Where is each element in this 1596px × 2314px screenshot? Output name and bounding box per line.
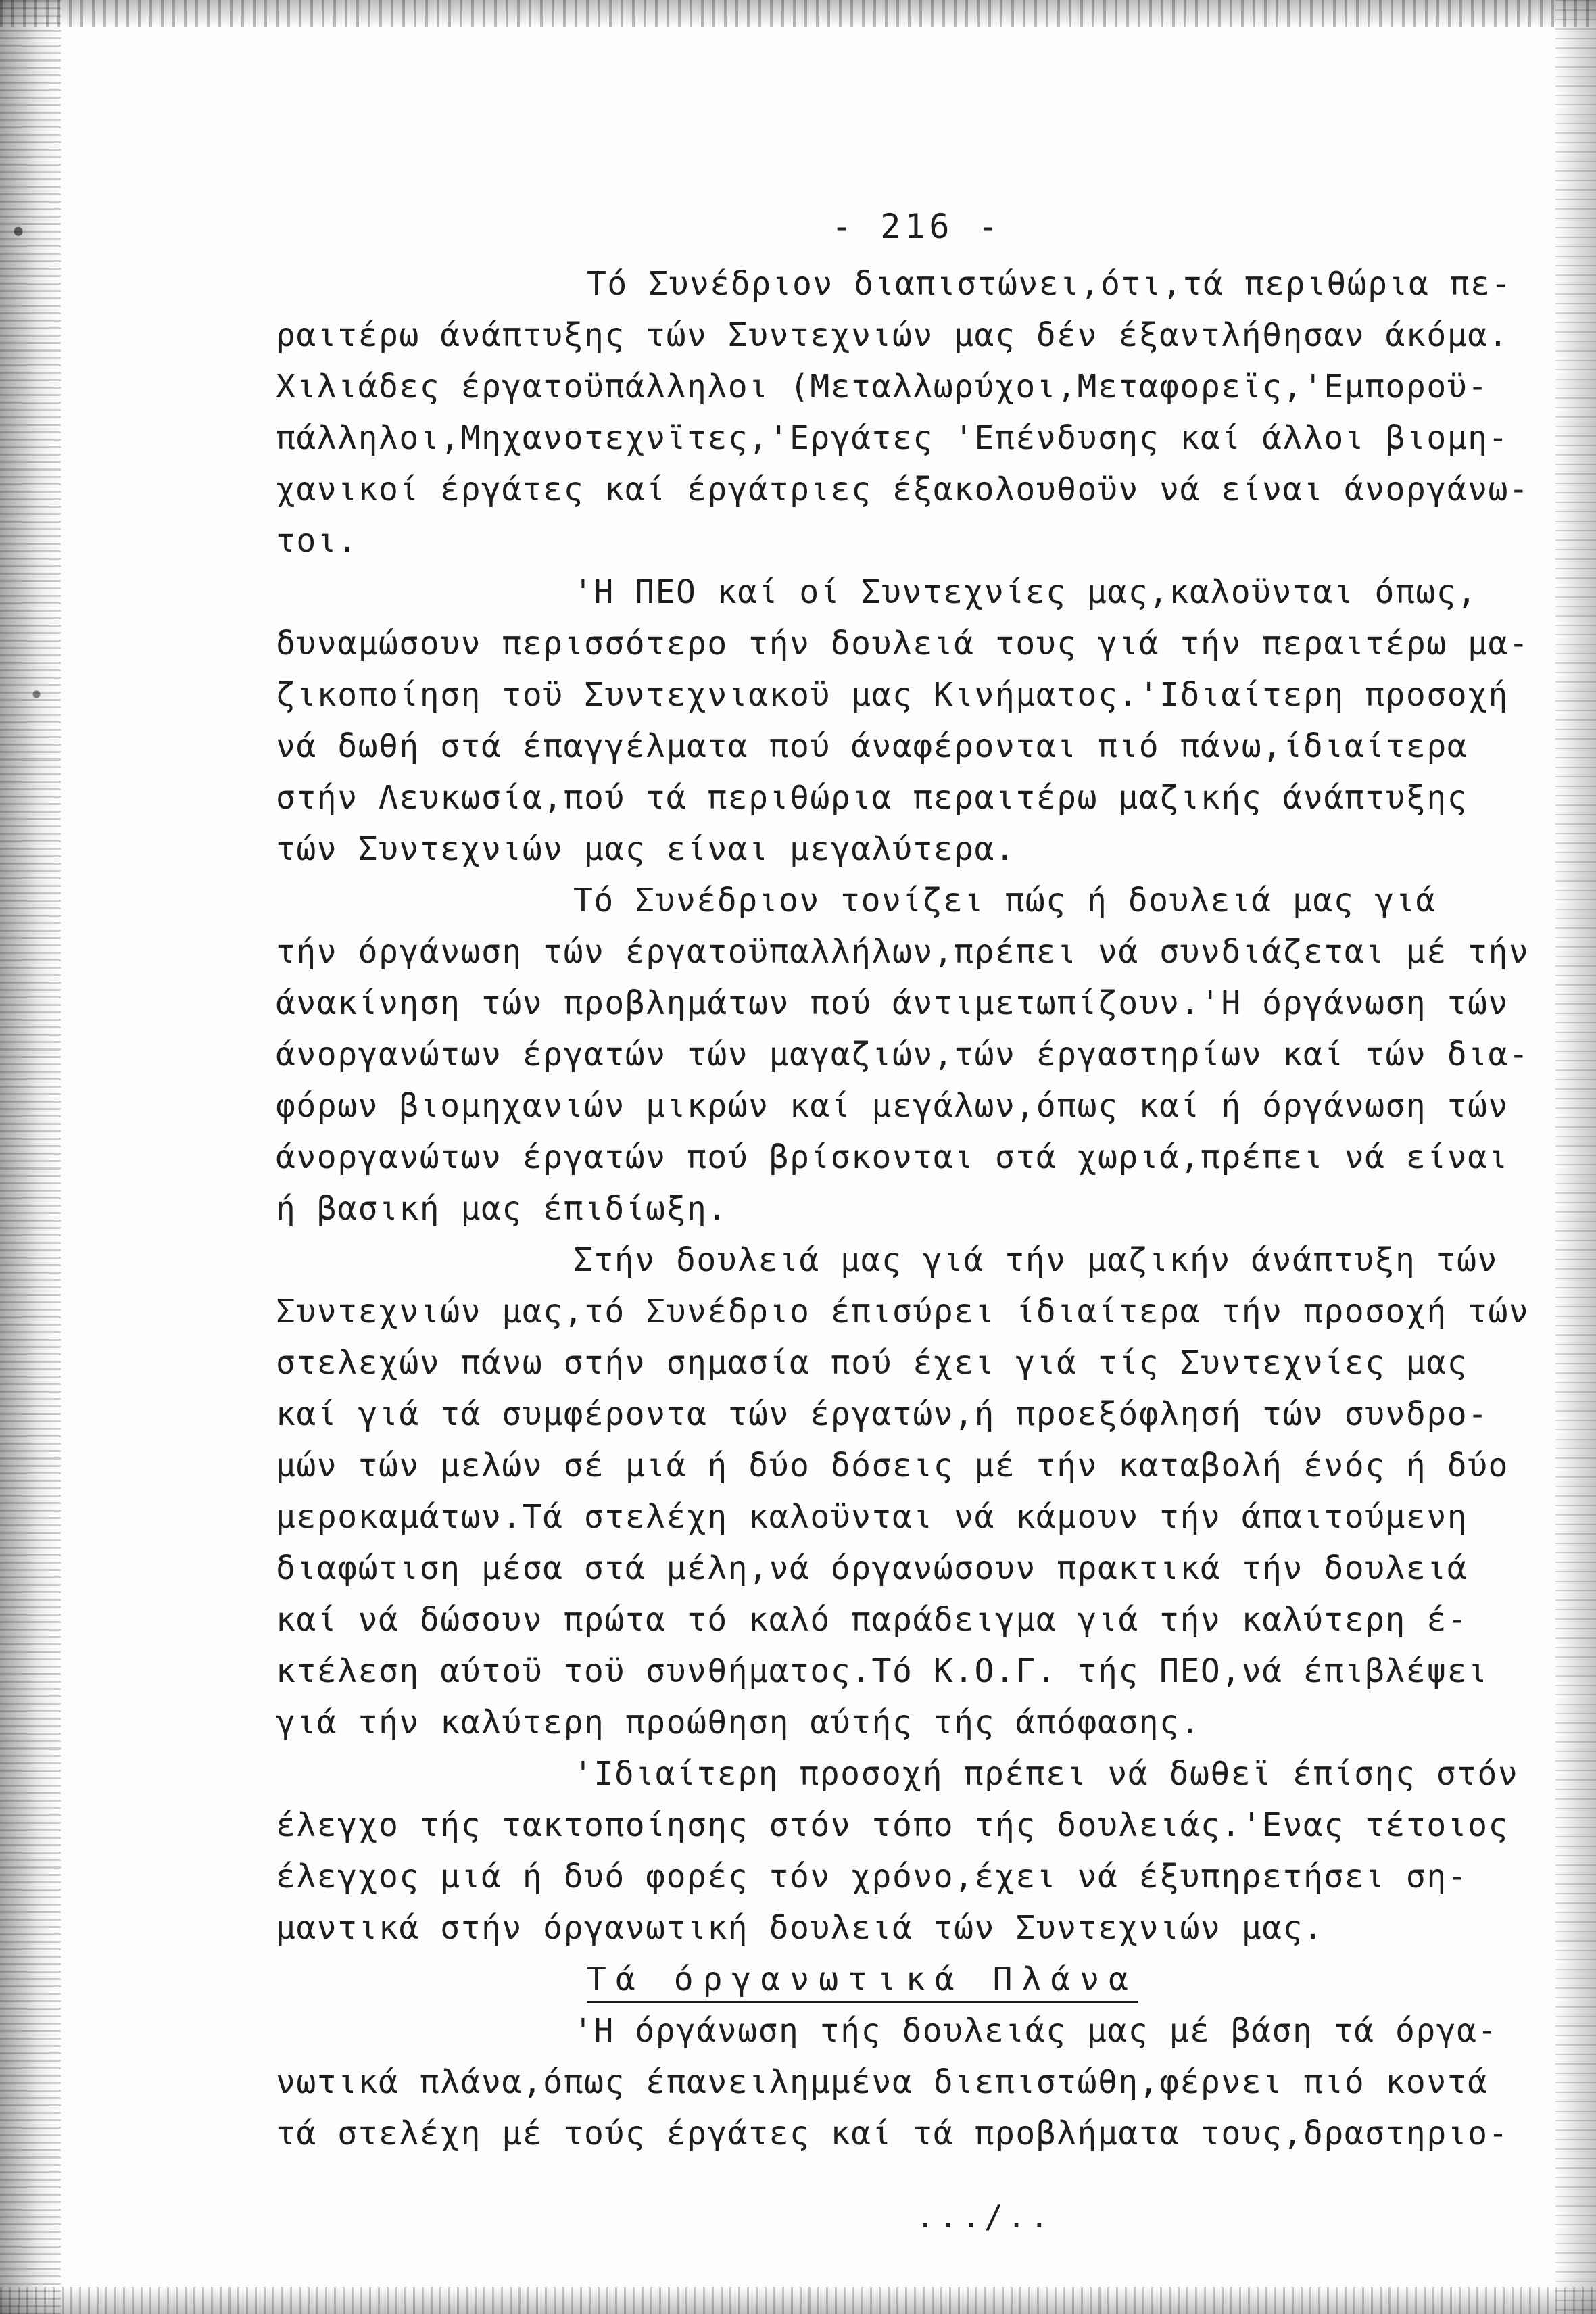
text-line: μαντικά στήν όργανωτική δουλειά τών Συντεχνιών μας. bbox=[276, 1909, 1324, 1947]
text-line: Τό Συνέδριον διαπιστώνει,ότι,τά περιθώρια πε- bbox=[587, 265, 1512, 303]
text-line: έλεγχος μιά ή δυό φορές τόν χρόνο,έχει νά έξυπηρετήσει ση- bbox=[276, 1858, 1468, 1896]
text-line: ή βασική μας έπιδίωξη. bbox=[276, 1190, 728, 1228]
section-heading-text: Τά όργανωτικά Πλάνα bbox=[587, 1960, 1138, 2003]
section-heading bbox=[276, 1954, 1526, 2005]
text-line: 'Ιδιαίτερη προσοχή πρέπει νά δωθεϊ έπίσης στόν bbox=[573, 1755, 1519, 1793]
text-line: Συντεχνιών μας,τό Συνέδριο έπισύρει ίδιαίτερα τήν προσοχή τών bbox=[276, 1293, 1530, 1330]
text-line: διαφώτιση μέσα στά μέλη,νά όργανώσουν πρακτικά τήν δουλειά bbox=[276, 1549, 1468, 1587]
scan-edge-top bbox=[0, 0, 1596, 27]
text-line: άνοργανώτων έργατών τών μαγαζιών,τών έργαστηρίων καί τών δια- bbox=[276, 1036, 1530, 1074]
text-line: νά δωθή στά έπαγγέλματα πού άναφέρονται πιό πάνω,ίδιαίτερα bbox=[276, 727, 1468, 765]
text-line: μεροκαμάτων.Τά στελέχη καλοϋνται νά κάμουν τήν άπαιτούμενη bbox=[276, 1498, 1468, 1536]
text-line: άνακίνηση τών προβλημάτων πού άντιμετωπίζουν.'Η όργάνωση τών bbox=[276, 984, 1509, 1022]
scan-edge-left bbox=[0, 0, 61, 2314]
text-line: φόρων βιομηχανιών μικρών καί μεγάλων,όπως καί ή όργάνωση τών bbox=[276, 1087, 1509, 1125]
text-line: Χιλιάδες έργατοϋπάλληλοι (Μεταλλωρύχοι,Μεταφορεϊς,'Εμποροϋ- bbox=[276, 368, 1489, 406]
continuation-mark: .../.. bbox=[916, 2198, 1053, 2235]
text-line: τά στελέχη μέ τούς έργάτες καί τά προβλήματα τους,δραστηριο- bbox=[276, 2115, 1509, 2152]
text-line: νωτικά πλάνα,όπως έπανειλημμένα διεπιστώθη,φέρνει πιό κοντά bbox=[276, 2063, 1489, 2101]
text-line: στελεχών πάνω στήν σημασία πού έχει γιά τίς Συντεχνίες μας bbox=[276, 1344, 1468, 1382]
text-line: άνοργανώτων έργατών πού βρίσκονται στά χωριά,πρέπει νά είναι bbox=[276, 1138, 1509, 1176]
text-line: έλεγχο τής τακτοποίησης στόν τόπο τής δουλειάς.'Ενας τέτοιος bbox=[276, 1806, 1509, 1844]
text-line: τήν όργάνωση τών έργατοϋπαλλήλων,πρέπει νά συνδιάζεται μέ τήν bbox=[276, 933, 1530, 971]
text-line: Τό Συνέδριον τονίζει πώς ή δουλειά μας γιά bbox=[573, 882, 1436, 919]
text-line: γιά τήν καλύτερη προώθηση αύτής τής άπόφασης. bbox=[276, 1704, 1201, 1741]
text-line: κτέλεση αύτοϋ τοϋ συνθήματος.Τό Κ.Ο.Γ. τής ΠΕΟ,νά έπιβλέψει bbox=[276, 1652, 1489, 1690]
text-line: ζικοποίηση τοϋ Συντεχνιακοϋ μας Κινήματος.'Ιδιαίτερη προσοχή bbox=[276, 676, 1509, 714]
body-text bbox=[276, 258, 1530, 2159]
text-line: 'Η όργάνωση τής δουλειάς μας μέ βάση τά όργα- bbox=[573, 2012, 1498, 2050]
text-line: τών Συντεχνιών μας είναι μεγαλύτερα. bbox=[276, 830, 1016, 868]
text-line: καί γιά τά συμφέροντα τών έργατών,ή προεξόφλησή τών συνδρο- bbox=[276, 1395, 1489, 1433]
text-line: τοι. bbox=[276, 522, 358, 560]
page-number: - 216 - bbox=[831, 207, 1002, 246]
text-line: 'Η ΠΕΟ καί οί Συντεχνίες μας,καλοϋνται όπως, bbox=[573, 573, 1478, 611]
text-line: δυναμώσουν περισσότερο τήν δουλειά τους γιά τήν περαιτέρω μα- bbox=[276, 625, 1530, 662]
text-line: πάλληλοι,Μηχανοτεχνϊτες,'Εργάτες 'Επένδυσης καί άλλοι βιομη- bbox=[276, 419, 1509, 457]
text-line: χανικοί έργάτες καί έργάτριες έξακολουθοϋν νά είναι άνοργάνω- bbox=[276, 471, 1530, 508]
text-line: στήν Λευκωσία,πού τά περιθώρια περαιτέρω μαζικής άνάπτυξης bbox=[276, 779, 1468, 817]
text-line: ραιτέρω άνάπτυξης τών Συντεχνιών μας δέν έξαντλήθησαν άκόμα. bbox=[276, 316, 1509, 354]
scan-edge-right bbox=[1555, 0, 1596, 2314]
text-line: Στήν δουλειά μας γιά τήν μαζικήν άνάπτυξη τών bbox=[573, 1241, 1498, 1279]
scan-edge-bottom bbox=[0, 2287, 1596, 2314]
text-line: καί νά δώσουν πρώτα τό καλό παράδειγμα γιά τήν καλύτερη έ- bbox=[276, 1601, 1468, 1639]
text-line: μών τών μελών σέ μιά ή δύο δόσεις μέ τήν καταβολή ένός ή δύο bbox=[276, 1447, 1509, 1485]
